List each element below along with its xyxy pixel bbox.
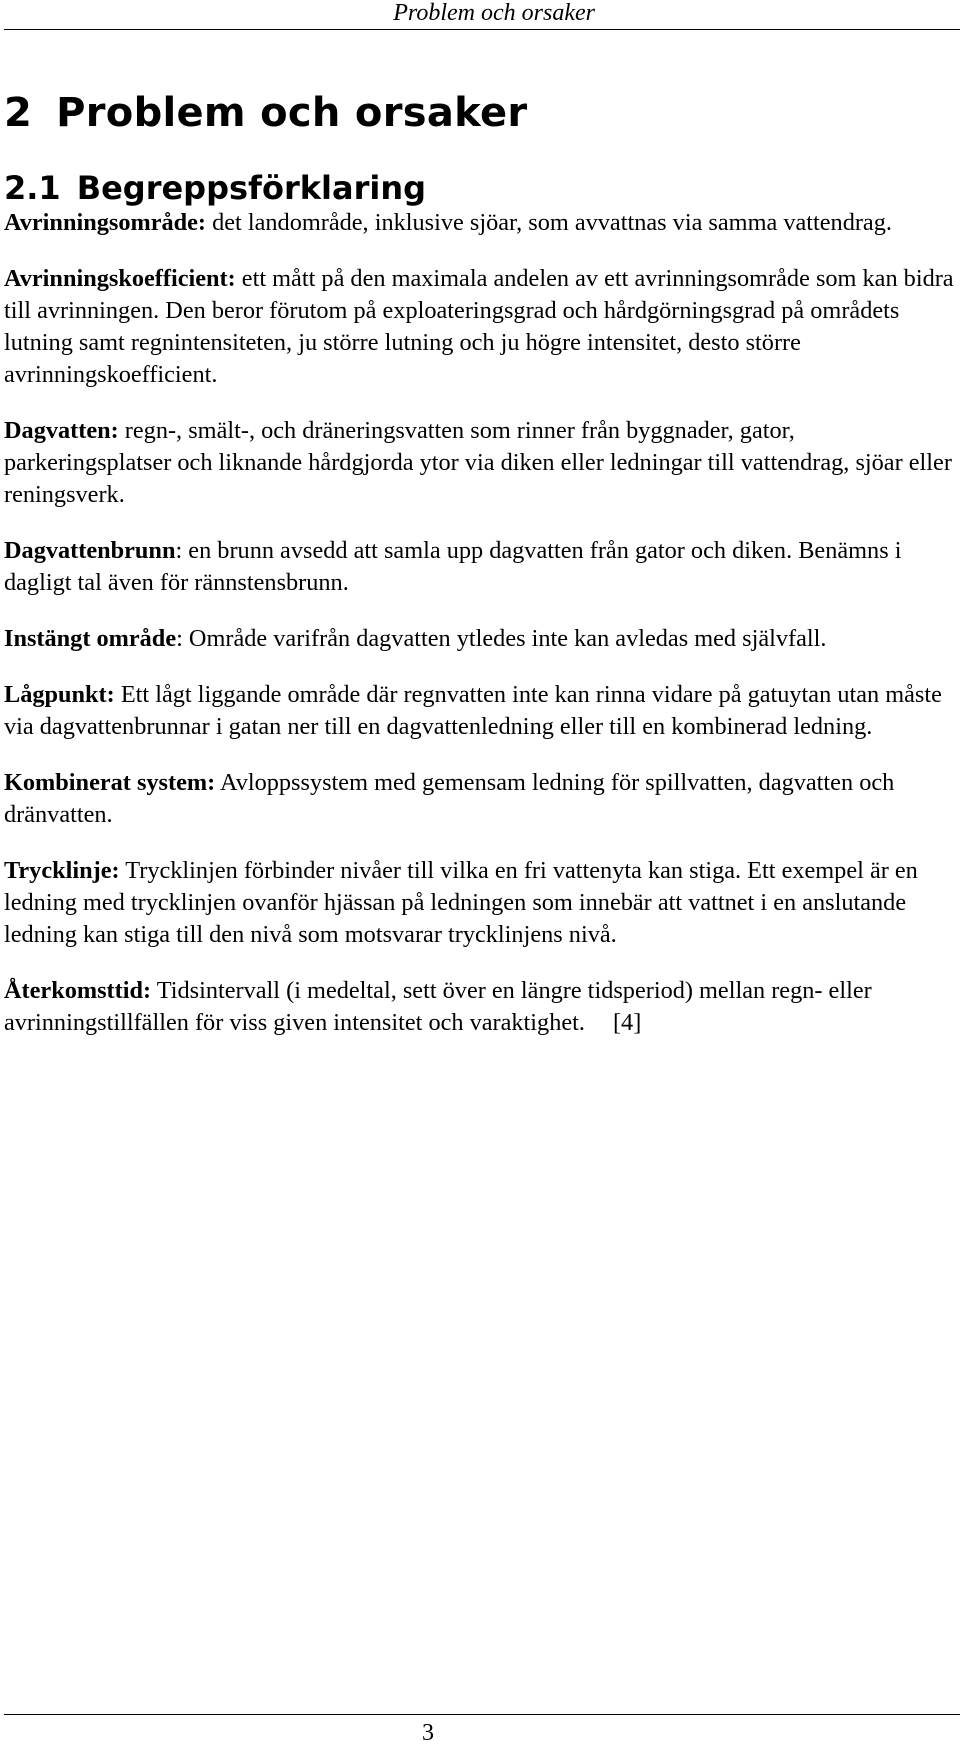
definition-avrinningskoefficient [4, 263, 958, 391]
section-title: Begreppsförklaring [76, 169, 426, 207]
definition-aterkomsttid [4, 975, 958, 1039]
definition-kombinerat-system [4, 767, 958, 831]
definition-text: : en brunn avsedd att samla upp dagvatten från gator och diken. Benämns i dagligt tal även för rännstensbrunn. [4, 537, 902, 596]
definition-term: Avrinningsområde: [4, 209, 207, 236]
definition-text: Tidsintervall (i medeltal, sett över en längre tidsperiod) mellan regn- eller avrinningstillfällen för viss given intensitet och varaktighet. [4, 977, 872, 1036]
definition-term: Trycklinje: [4, 857, 120, 884]
definition-text: regn-, smält-, och dräneringsvatten som rinner från byggnader, gator, parkeringsplatser och liknande hårdgjorda ytor via diken eller ledningar till vattendrag, sjöar eller reningsverk. [4, 417, 952, 508]
header-rule [4, 29, 960, 30]
definition-text: Ett lågt liggande område där regnvatten inte kan rinna vidare på gatuytan utan måste via dagvattenbrunnar i gatan ner till en dagvattenledning eller till en kombinerad ledning. [4, 681, 942, 740]
chapter-heading [4, 88, 527, 138]
definition-avrinningsomrade [4, 207, 958, 239]
definition-term: Dagvattenbrunn [4, 537, 176, 564]
definition-text: ett mått på den maximala andelen av ett avrinningsområde som kan bidra till avrinningen. Den beror förutom på exploateringsgrad och hårdgörningsgrad på områdets lutning samt regnintensiteten, ju större lutning och ju högre intensitet, desto större avrinningskoefficient. [4, 265, 954, 388]
definition-text: Avloppssystem med gemensam ledning för spillvatten, dagvatten och dränvatten. [4, 769, 895, 828]
chapter-title: Problem och orsaker [56, 90, 528, 136]
definition-instangt-omrade [4, 623, 958, 655]
definition-text: Trycklinjen förbinder nivåer till vilka en fri vattenyta kan stiga. Ett exempel är en ledning med trycklinjen ovanför hjässan på ledningen som innebär att vattnet i en anslutande ledning kan stiga till den nivå som motsvarar trycklinjens nivå. [4, 857, 918, 948]
definition-term: Instängt område [4, 625, 177, 652]
definition-lagpunkt [4, 679, 958, 743]
chapter-number: 2 [4, 90, 33, 136]
definition-term: Avrinningskoefficient: [4, 265, 236, 292]
definition-text: det landområde, inklusive sjöar, som avvattnas via samma vattendrag. [212, 209, 892, 236]
definition-dagvatten [4, 415, 958, 511]
reference-citation: [4] [612, 1009, 642, 1036]
definition-trycklinje [4, 855, 958, 951]
footer-rule [4, 1714, 960, 1715]
definition-list [4, 207, 958, 1063]
running-header [0, 0, 960, 30]
definition-term: Lågpunkt: [4, 681, 115, 708]
section-number: 2.1 [4, 169, 61, 207]
definition-term: Kombinerat system: [4, 769, 216, 796]
definition-text: : Område varifrån dagvatten ytledes inte kan avledas med självfall. [176, 625, 827, 652]
page-number: 3 [422, 1720, 434, 1746]
section-heading [4, 168, 426, 208]
running-header-title: Problem och orsaker [393, 0, 595, 26]
definition-dagvattenbrunn [4, 535, 958, 599]
definition-term: Återkomsttid: [4, 977, 152, 1004]
definition-term: Dagvatten: [4, 417, 119, 444]
